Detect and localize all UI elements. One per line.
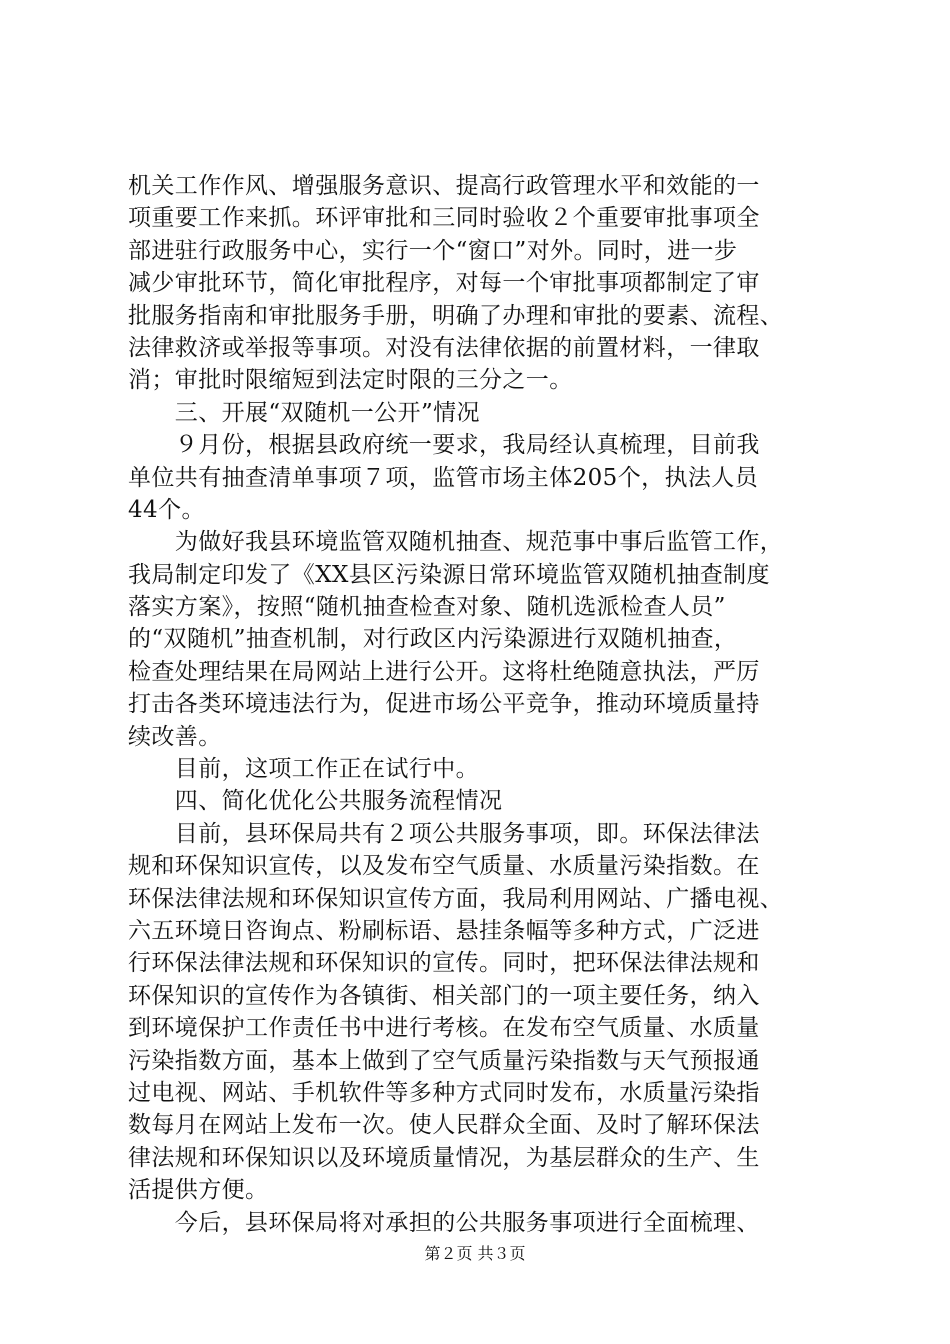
text-line: 目前，县环保局共有２项公共服务事项，即。环保法律法 [128,820,760,847]
text-line: 活提供方便。 [128,1177,269,1204]
text-line: 机关工作作风、增强服务意识、提高行政管理水平和效能的一 [128,173,760,199]
text-line: 批服务指南和审批服务手册，明确了办理和审批的要素、流程、 [128,302,784,329]
text-line: 目前，这项工作正在试行中。 [128,756,479,783]
page-footer: 第２页 共３页 [424,1244,526,1263]
text-line: 环保法律法规和环保知识宣传方面，我局利用网站、广播电视、 [128,885,784,912]
section-heading: 三、开展“双随机一公开”情况 [128,399,480,426]
text-line: 污染指数方面，基本上做到了空气质量污染指数与天气预报通 [128,1047,760,1074]
text-line: 消；审批时限缩短到法定时限的三分之一。 [128,367,573,394]
text-line: 检查处理结果在局网站上进行公开。这将杜绝随意执法，严厉 [128,658,760,685]
text-line: 环保知识的宣传作为各镇街、相关部门的一项主要任务，纳入 [128,982,760,1009]
text-line: 到环境保护工作责任书中进行考核。在发布空气质量、水质量 [128,1015,760,1042]
text-line: 续改善。 [128,723,222,750]
text-line: 法律救济或举报等事项。对没有法律依据的前置材料，一律取 [128,334,760,361]
text-line: 打击各类环境违法行为，促进市场公平竞争，推动环境质量持 [128,691,760,718]
text-line: 为做好我县环境监管双随机抽查、规范事中事后监管工作， [128,529,784,556]
text-line: 的“双随机”抽查机制，对行政区内污染源进行双随机抽查， [128,626,738,653]
text-line: 落实方案》，按照“随机抽查检查对象、随机选派检查人员” [128,594,726,621]
section-heading: 四、简化优化公共服务流程情况 [128,788,503,815]
text-line: 规和环保知识宣传，以及发布空气质量、水质量污染指数。在 [128,853,760,880]
text-line: 律法规和环保知识以及环境质量情况，为基层群众的生产、生 [128,1144,760,1171]
text-line: 今后，县环保局将对承担的公共服务事项进行全面梳理、 [128,1209,760,1236]
text-line: 过电视、网站、手机软件等多种方式同时发布，水质量污染指 [128,1079,760,1106]
text-line: 数每月在网站上发布一次。使人民群众全面、及时了解环保法 [128,1112,760,1139]
text-line: ９月份，根据县政府统一要求，我局经认真梳理，目前我 [128,432,760,459]
text-line: 项重要工作来抓。环评审批和三同时验收２个重要审批事项全 [128,205,760,232]
text-line: 44个。 [128,496,205,523]
text-line: 单位共有抽查清单事项７项，监管市场主体205个，执法人员 [128,464,759,491]
text-line: 减少审批环节，简化审批程序，对每一个审批事项都制定了审 [128,270,760,297]
text-line: 六五环境日咨询点、粉刷标语、悬挂条幅等多种方式，广泛进 [128,917,760,944]
text-line: 行环保法律法规和环保知识的宣传。同时，把环保法律法规和 [128,950,760,977]
text-line: 部进驻行政服务中心，实行一个“窗口”对外。同时，进一步 [128,237,738,264]
document-body [128,170,844,1239]
text-line: 我局制定印发了《XX县区污染源日常环境监管双随机抽查制度 [128,561,770,588]
